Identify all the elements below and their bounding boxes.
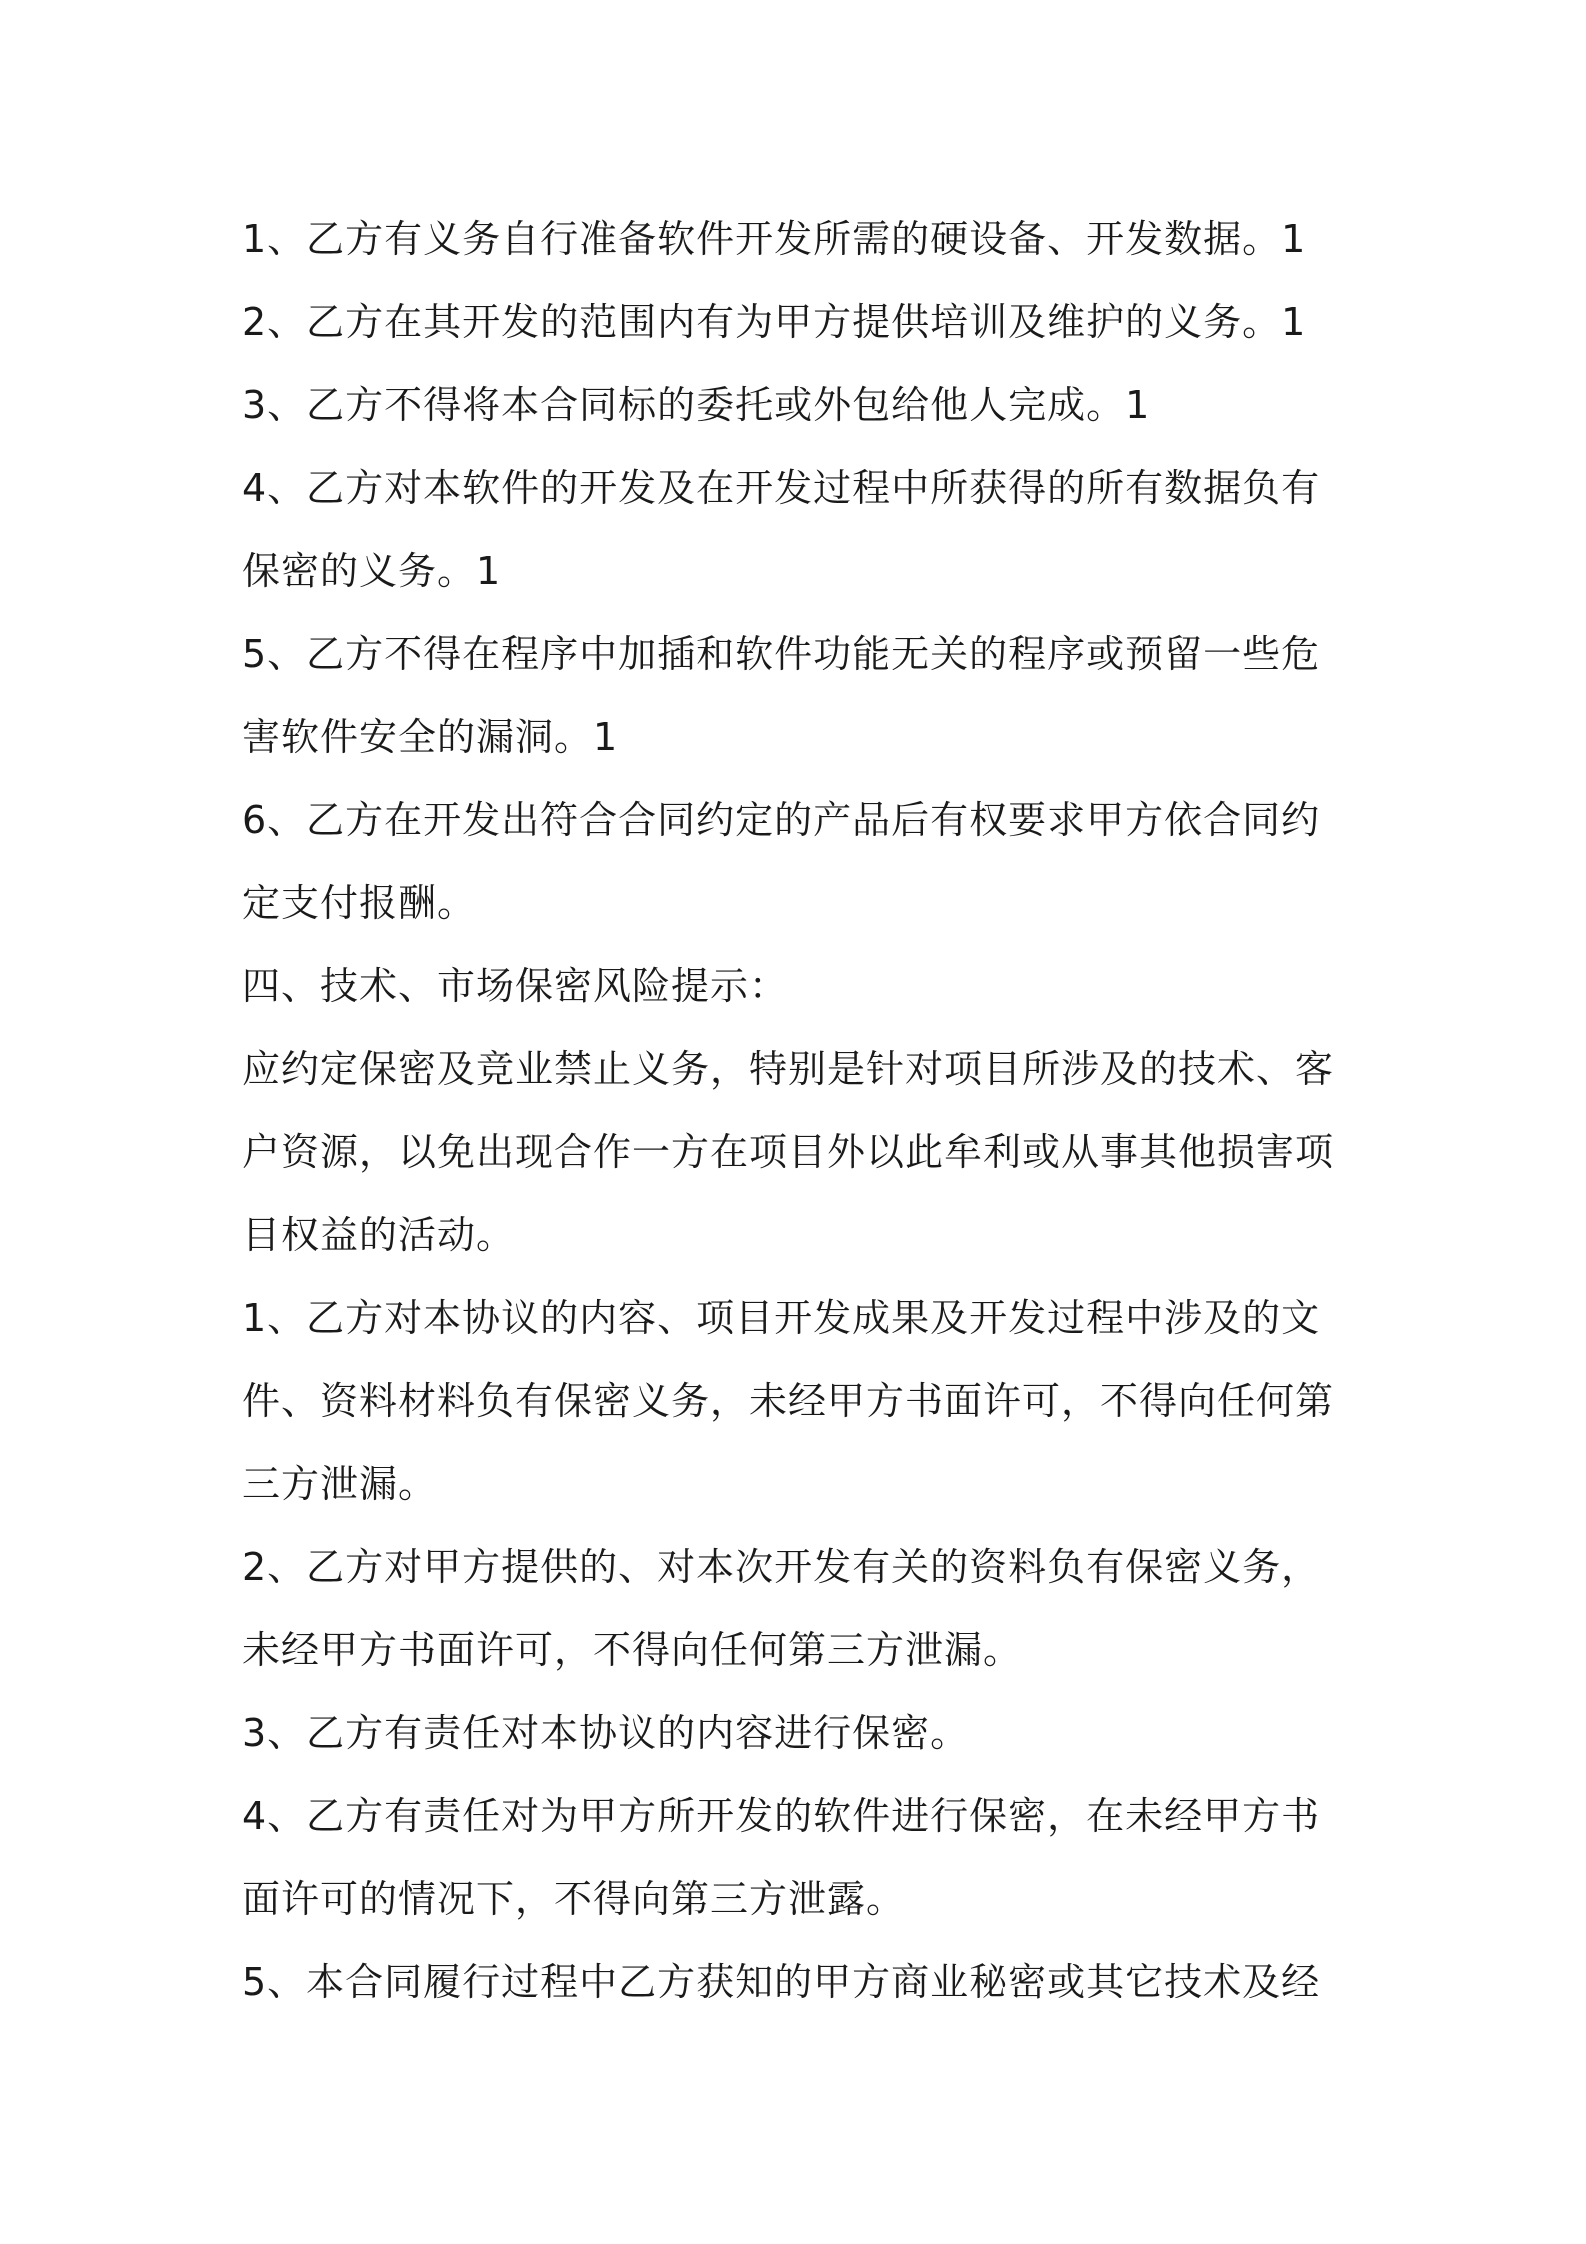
text-line-14: 1、乙方对本协议的内容、项目开发成果及开发过程中涉及的文 — [242, 1296, 1321, 1340]
text-line-9: 定支付报酬。 — [242, 881, 477, 925]
text-line-8: 6、乙方在开发出符合合同约定的产品后有权要求甲方依合同约 — [242, 798, 1321, 842]
text-line-3: 3、乙方不得将本合同标的委托或外包给他人完成。1 — [242, 383, 1151, 427]
text-line-22: 5、本合同履行过程中乙方获知的甲方商业秘密或其它技术及经 — [242, 1960, 1321, 2004]
text-line-18: 未经甲方书面许可，不得向任何第三方泄漏。 — [242, 1628, 1023, 1672]
text-line-20: 4、乙方有责任对为甲方所开发的软件进行保密，在未经甲方书 — [242, 1794, 1321, 1838]
text-line-2: 2、乙方在其开发的范围内有为甲方提供培训及维护的义务。1 — [242, 300, 1307, 344]
text-line-13: 目权益的活动。 — [242, 1213, 516, 1257]
text-line-11: 应约定保密及竞业禁止义务，特别是针对项目所涉及的技术、客 — [242, 1047, 1335, 1091]
text-line-4: 4、乙方对本软件的开发及在开发过程中所获得的所有数据负有 — [242, 466, 1321, 510]
text-line-1: 1、乙方有义务自行准备软件开发所需的硬设备、开发数据。1 — [242, 217, 1307, 261]
text-line-12: 户资源，以免出现合作一方在项目外以此牟利或从事其他损害项 — [242, 1130, 1335, 1174]
text-line-21: 面许可的情况下，不得向第三方泄露。 — [242, 1877, 906, 1921]
document-body — [242, 198, 1362, 2024]
text-line-7: 害软件安全的漏洞。1 — [242, 715, 619, 759]
text-line-16: 三方泄漏。 — [242, 1462, 438, 1506]
text-line-5: 保密的义务。1 — [242, 549, 502, 593]
text-line-6: 5、乙方不得在程序中加插和软件功能无关的程序或预留一些危 — [242, 632, 1321, 676]
section-heading: 四、技术、市场保密风险提示： — [242, 964, 789, 1008]
text-line-19: 3、乙方有责任对本协议的内容进行保密。 — [242, 1711, 970, 1755]
text-line-17: 2、乙方对甲方提供的、对本次开发有关的资料负有保密义务， — [242, 1545, 1321, 1589]
text-line-15: 件、资料材料负有保密义务，未经甲方书面许可，不得向任何第 — [242, 1379, 1335, 1423]
